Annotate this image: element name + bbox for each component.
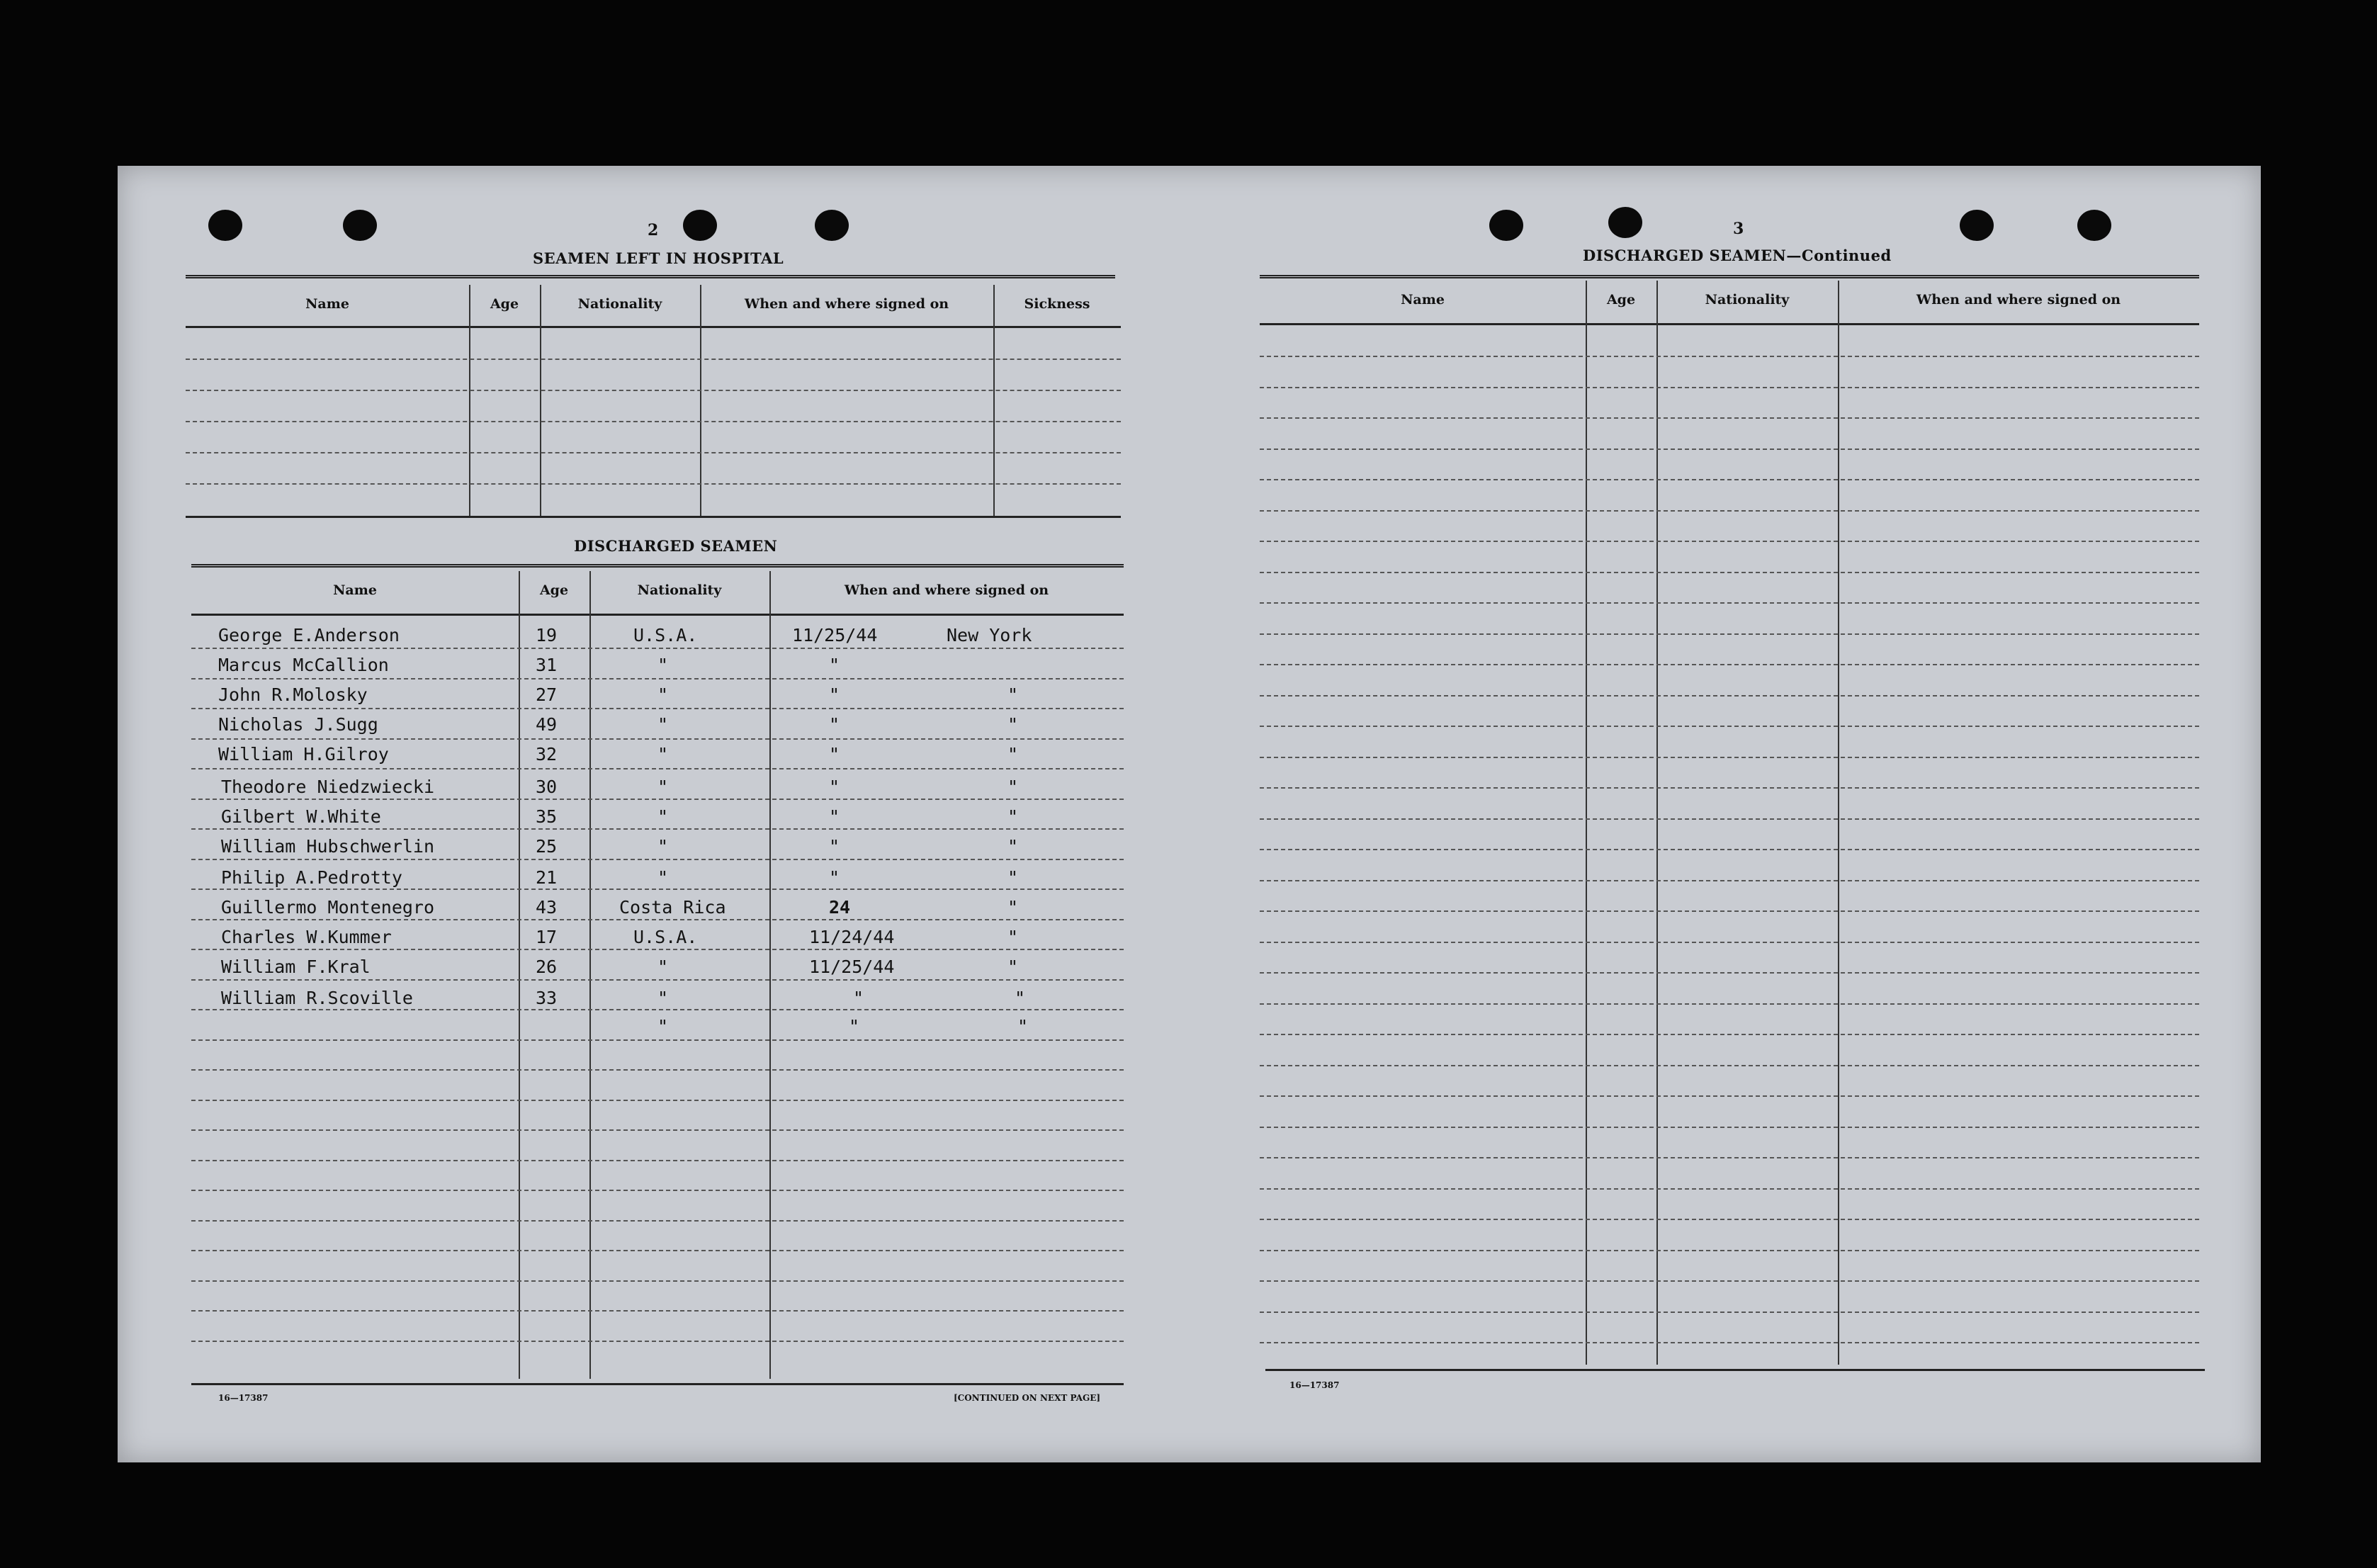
table-row-age: 43 — [536, 897, 558, 918]
document-sheet — [118, 166, 2261, 1462]
table-row-age: 33 — [536, 988, 558, 1008]
table-row-nationality: " — [657, 957, 669, 977]
row-line — [1260, 572, 2199, 573]
table-row-name: William R.Scoville — [221, 988, 413, 1008]
table-row-name: Theodore Niedzwiecki — [221, 777, 435, 797]
table-row-age: 26 — [536, 957, 558, 977]
table-row-place: New York — [947, 625, 1032, 645]
row-line — [1260, 880, 2199, 881]
divider — [1260, 275, 2199, 278]
table-row-place: " — [1007, 714, 1019, 735]
discharged-section-title: DISCHARGED SEAMEN — [574, 537, 778, 555]
col-signed-on: When and where signed on — [1916, 292, 2121, 308]
col-age: Age — [1606, 292, 1636, 308]
right-page — [118, 166, 2261, 1462]
table-row-date: 11/25/44 — [809, 957, 895, 977]
row-line — [1260, 417, 2199, 419]
row-line — [1260, 449, 2199, 450]
table-row-name: Gilbert W.White — [221, 806, 381, 827]
table-row-date: " — [829, 867, 840, 888]
table-row-age: 19 — [536, 625, 558, 645]
table-row-date: " — [829, 806, 840, 827]
row-line — [1260, 633, 2199, 635]
table-row-name: William F.Kral — [221, 957, 371, 977]
row-line — [1260, 849, 2199, 850]
table-row-date: 11/24/44 — [809, 927, 895, 947]
table-row-age: 17 — [536, 927, 558, 947]
row-line — [1260, 1342, 2199, 1343]
row-line — [1260, 787, 2199, 789]
table-row-nationality: " — [657, 777, 669, 797]
table-row-name: William Hubschwerlin — [221, 836, 435, 857]
row-line — [1260, 695, 2199, 696]
table-row-place: " — [1007, 777, 1019, 797]
table-row-nationality: " — [657, 744, 669, 765]
table-row-nationality: " — [657, 655, 669, 675]
divider — [1586, 281, 1587, 1365]
table-row-nationality: U.S.A. — [633, 927, 698, 947]
table-row-name: Philip A.Pedrotty — [221, 867, 402, 888]
table-row-date: " — [829, 684, 840, 705]
table-row-age: 30 — [536, 777, 558, 797]
table-row-name: Guillermo Montenegro — [221, 897, 435, 918]
table-row-date: " — [829, 744, 840, 765]
table-row-nationality: " — [657, 867, 669, 888]
table-row-name: Nicholas J.Sugg — [218, 714, 378, 735]
row-line — [1260, 1127, 2199, 1128]
col-signed-on: When and where signed on — [844, 582, 1049, 598]
table-row-place: " — [1017, 1016, 1029, 1037]
table-row-name: William H.Gilroy — [218, 744, 389, 765]
row-line — [1260, 818, 2199, 820]
table-row-age: 31 — [536, 655, 558, 675]
continued-note: [CONTINUED ON NEXT PAGE] — [954, 1393, 1101, 1403]
row-line — [1260, 1003, 2199, 1005]
table-row-nationality: " — [657, 684, 669, 705]
col-name: Name — [305, 296, 349, 312]
table-row-place: " — [1007, 897, 1019, 918]
row-line — [1260, 1250, 2199, 1251]
form-number: 16—17387 — [218, 1393, 269, 1403]
table-row-date: 11/25/44 — [792, 625, 878, 645]
table-row-date: 24 — [829, 897, 851, 918]
table-row-name: Marcus McCallion — [218, 655, 389, 675]
row-line — [1260, 1065, 2199, 1066]
col-age: Age — [539, 582, 569, 598]
table-row-age: 32 — [536, 744, 558, 765]
table-row-place: " — [1007, 684, 1019, 705]
row-line — [1260, 479, 2199, 480]
col-age: Age — [490, 296, 519, 312]
row-line — [1260, 1188, 2199, 1190]
col-name: Name — [1401, 292, 1445, 308]
row-line — [1260, 356, 2199, 357]
table-row-nationality: " — [657, 1016, 669, 1037]
table-row-nationality: " — [657, 836, 669, 857]
discharged-continued-title: DISCHARGED SEAMEN—Continued — [1583, 247, 1892, 264]
row-line — [1260, 602, 2199, 604]
col-signed-on: When and where signed on — [744, 296, 949, 312]
col-nationality: Nationality — [637, 582, 722, 598]
row-line — [1260, 510, 2199, 512]
row-line — [1260, 1034, 2199, 1035]
table-row-place: " — [1007, 927, 1019, 947]
row-line — [1260, 541, 2199, 542]
table-row-date: " — [829, 655, 840, 675]
table-row-nationality: " — [657, 988, 669, 1008]
table-row-date: " — [829, 777, 840, 797]
table-row-nationality: " — [657, 806, 669, 827]
table-row-age: 35 — [536, 806, 558, 827]
table-row-name: John R.Molosky — [218, 684, 368, 705]
table-row-name: Charles W.Kummer — [221, 927, 392, 947]
table-row-place: " — [1007, 806, 1019, 827]
row-line — [1260, 972, 2199, 974]
row-line — [1260, 1157, 2199, 1158]
table-row-age: 25 — [536, 836, 558, 857]
table-row-nationality: " — [657, 714, 669, 735]
row-line — [1260, 1095, 2199, 1097]
col-name: Name — [333, 582, 377, 598]
table-row-date: " — [829, 714, 840, 735]
row-line — [1260, 757, 2199, 758]
row-line — [1260, 1219, 2199, 1220]
table-row-place: " — [1007, 867, 1019, 888]
table-row-place: " — [1007, 744, 1019, 765]
hospital-section-title: SEAMEN LEFT IN HOSPITAL — [533, 249, 784, 267]
col-sickness: Sickness — [1024, 296, 1090, 312]
divider — [1265, 1369, 2205, 1371]
table-row-place: " — [1007, 836, 1019, 857]
row-line — [1260, 942, 2199, 943]
table-row-date: " — [829, 836, 840, 857]
divider — [1260, 323, 2199, 325]
page-number: 3 — [1733, 220, 1744, 238]
col-nationality: Nationality — [1705, 292, 1790, 308]
divider — [1656, 281, 1658, 1365]
row-line — [1260, 664, 2199, 665]
row-line — [1260, 726, 2199, 727]
row-line — [1260, 1312, 2199, 1313]
table-row-nationality: U.S.A. — [633, 625, 698, 645]
table-row-date: " — [849, 1016, 860, 1037]
form-number: 16—17387 — [1289, 1380, 1340, 1390]
table-row-place: " — [1007, 957, 1019, 977]
table-row-nationality: Costa Rica — [619, 897, 726, 918]
row-line — [1260, 387, 2199, 388]
row-line — [1260, 910, 2199, 912]
table-row-name: George E.Anderson — [218, 625, 400, 645]
divider — [1838, 281, 1839, 1365]
row-line — [1260, 1280, 2199, 1282]
table-row-place: " — [1015, 988, 1026, 1008]
table-row-age: 27 — [536, 684, 558, 705]
table-row-age: 49 — [536, 714, 558, 735]
table-row-date: " — [853, 988, 864, 1008]
table-row-age: 21 — [536, 867, 558, 888]
page-number: 2 — [648, 221, 659, 239]
col-nationality: Nationality — [577, 296, 662, 312]
